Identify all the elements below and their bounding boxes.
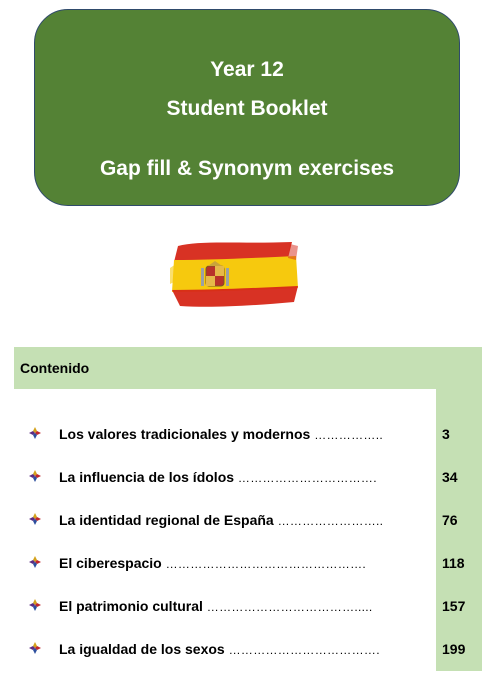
toc-item[interactable] [28, 511, 473, 531]
cover-subtitle: Gap fill & Synonym exercises [99, 157, 395, 180]
toc-leader-dots: …………….. [314, 428, 383, 442]
toc-leader-dots: ……………………………. [237, 471, 377, 485]
toc-leader-dots: ………………………………. [228, 643, 380, 657]
toc-item-label: Los valores tradicionales y modernos …………….. [59, 426, 383, 442]
arrow-bullet-icon [28, 469, 42, 483]
toc-header [14, 347, 482, 389]
arrow-bullet-icon [28, 426, 42, 440]
toc-leader-dots: ………………………………..... [206, 600, 373, 614]
cover-booklet-title: Student Booklet [166, 97, 328, 120]
cover-title-box [34, 9, 460, 206]
toc-item-page: 34 [442, 469, 458, 485]
toc-item-label: El ciberespacio …………………………………………. [59, 555, 367, 571]
toc-leader-dots: …………………………………………. [165, 557, 367, 571]
toc-item-label: La identidad regional de España …………………….. [59, 512, 384, 528]
toc-item-page: 199 [442, 641, 466, 657]
toc-item-page: 157 [442, 598, 466, 614]
toc-item-page: 3 [442, 426, 450, 442]
arrow-bullet-icon [28, 555, 42, 569]
toc-item[interactable] [28, 554, 473, 574]
toc-item[interactable] [28, 468, 473, 488]
toc-title: Contenido [20, 360, 90, 376]
toc-item[interactable] [28, 640, 473, 660]
toc-item[interactable] [28, 425, 473, 445]
arrow-bullet-icon [28, 641, 42, 655]
toc-item[interactable] [28, 597, 473, 617]
arrow-bullet-icon [28, 598, 42, 612]
spain-flag-image [170, 238, 300, 310]
toc-leader-dots: …………………….. [277, 514, 384, 528]
toc-item-label: La influencia de los ídolos ……………………………. [59, 469, 377, 485]
toc-item-label: La igualdad de los sexos ………………………………. [59, 641, 380, 657]
cover-year: Year 12 [210, 58, 284, 81]
toc-item-page: 76 [442, 512, 458, 528]
toc-item-label: El patrimonio cultural ………………………………..... [59, 598, 373, 614]
arrow-bullet-icon [28, 512, 42, 526]
toc-item-page: 118 [442, 555, 465, 571]
